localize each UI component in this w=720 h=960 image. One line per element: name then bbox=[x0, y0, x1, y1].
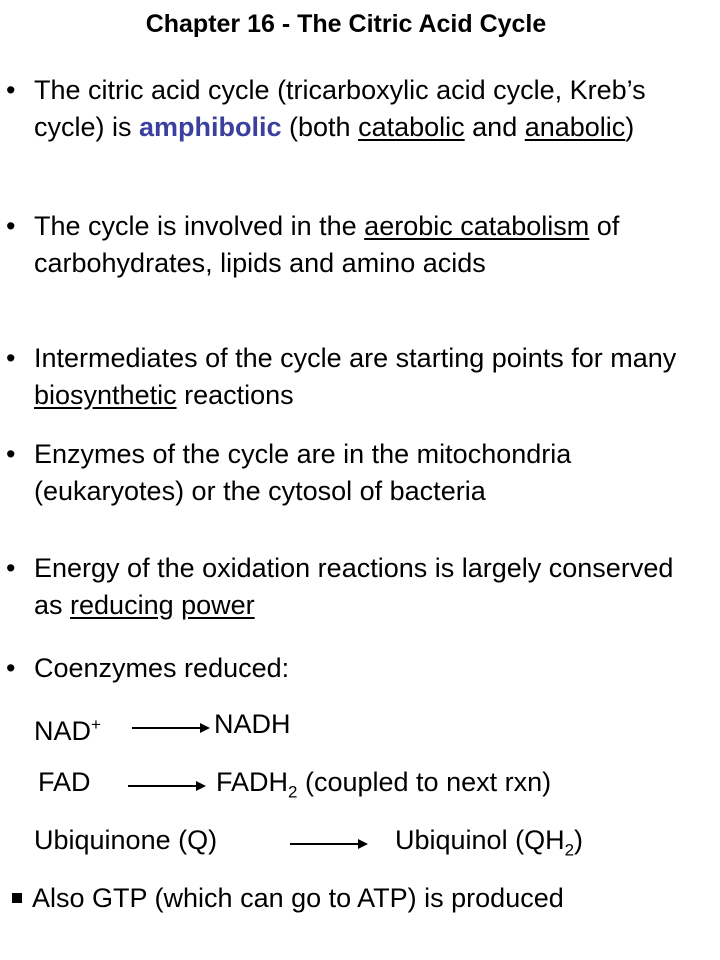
bullet-marker: • bbox=[6, 653, 16, 683]
bullet-gtp bbox=[12, 880, 564, 917]
nad-label bbox=[34, 706, 101, 750]
bullet-energy bbox=[6, 550, 686, 624]
text-run: Energy of the oxidation reactions is largely conserved as bbox=[34, 553, 674, 620]
power-term: power bbox=[181, 590, 255, 620]
text-run: ) bbox=[574, 825, 584, 855]
catabolic-term: catabolic bbox=[358, 112, 465, 142]
bullet-amphibolic bbox=[6, 72, 686, 146]
bullet-marker: • bbox=[6, 343, 16, 373]
amphibolic-term: amphibolic bbox=[139, 112, 282, 142]
bullet-marker: • bbox=[6, 75, 16, 105]
subscript: 2 bbox=[564, 840, 575, 860]
anabolic-term: anabolic bbox=[524, 112, 626, 142]
gtp-text: Also GTP (which can go to ATP) is produced bbox=[32, 883, 564, 913]
page-title: Chapter 16 - The Citric Acid Cycle bbox=[145, 10, 547, 38]
text-run: Ubiquinol (QH bbox=[395, 825, 565, 855]
nadh-label: NADH bbox=[214, 709, 291, 739]
bullet-marker: • bbox=[6, 439, 16, 469]
text-run: The cycle is involved in the bbox=[34, 211, 365, 241]
bullet-text: Coenzymes reduced: bbox=[34, 653, 290, 683]
text-run: FADH bbox=[216, 767, 289, 797]
bullet-aerobic bbox=[6, 208, 686, 282]
subscript: 2 bbox=[288, 782, 298, 802]
ubiquinol-label bbox=[395, 822, 583, 868]
text-run: The citric acid cycle (tricarboxylic acid cycle, Kreb’s cycle) is bbox=[34, 75, 646, 142]
bullet-enzymes bbox=[6, 436, 686, 510]
arrow-right-icon bbox=[128, 780, 206, 792]
bullet-text bbox=[34, 208, 686, 282]
reducing-term: reducing bbox=[70, 590, 174, 620]
bullet-text bbox=[34, 550, 686, 624]
text-run: NAD bbox=[34, 716, 92, 746]
bullet-text bbox=[34, 340, 686, 414]
aerobic-catabolism-term: aerobic catabolism bbox=[364, 211, 590, 241]
text-run: and bbox=[464, 112, 525, 142]
bullet-intermediates bbox=[6, 340, 686, 414]
bullet-marker: • bbox=[6, 211, 16, 241]
bullet-marker: • bbox=[6, 553, 16, 583]
text-run: (coupled to next rxn) bbox=[297, 767, 552, 797]
text-run: ) bbox=[625, 112, 635, 142]
text-run bbox=[174, 590, 182, 620]
text-run: (both bbox=[281, 112, 359, 142]
text-run: reactions bbox=[176, 380, 294, 410]
bullet-text bbox=[34, 72, 686, 146]
arrow-right-icon bbox=[132, 722, 210, 734]
superscript: + bbox=[91, 715, 101, 734]
ubiquinone-label: Ubiquinone (Q) bbox=[34, 825, 218, 855]
text-run: Intermediates of the cycle are starting points for many bbox=[34, 343, 677, 373]
text-run: of carbohydrates, lipids and amino acids bbox=[34, 211, 620, 278]
arrow-right-icon bbox=[290, 838, 368, 850]
square-bullet-icon bbox=[12, 893, 22, 903]
fadh2-label bbox=[216, 764, 551, 810]
bullet-text: Enzymes of the cycle are in the mitochondria (eukaryotes) or the cytosol of bacteria bbox=[34, 439, 572, 506]
biosynthetic-term: biosynthetic bbox=[34, 380, 177, 410]
bullet-coenzymes bbox=[6, 650, 686, 687]
fad-label: FAD bbox=[38, 767, 91, 797]
